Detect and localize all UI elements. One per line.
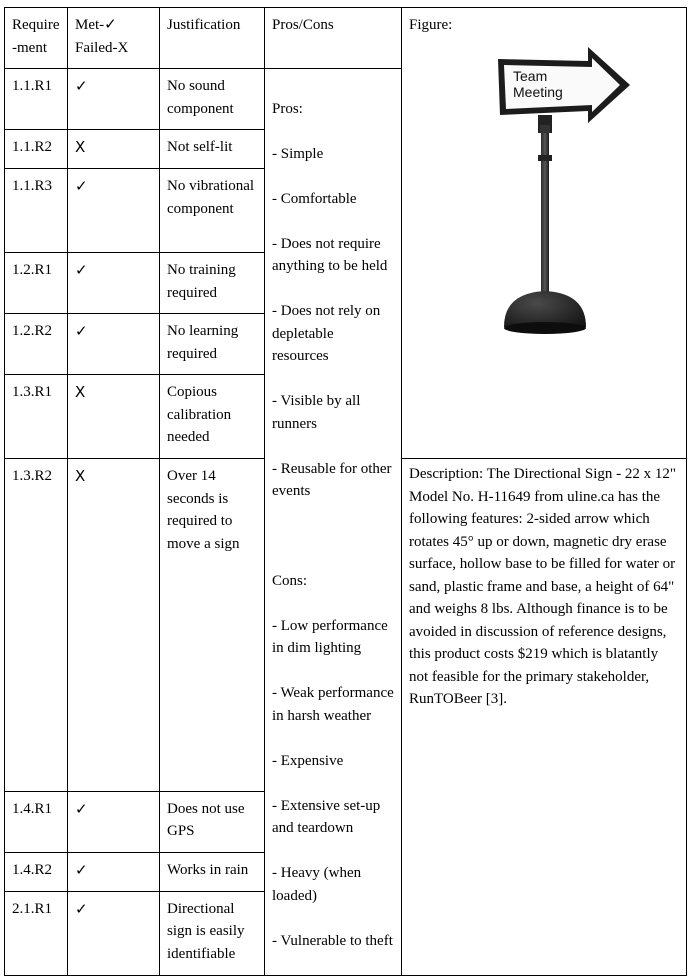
row-8-status: ✓ (68, 791, 160, 852)
row-8-justification: Does not use GPS (160, 791, 265, 852)
row-1-justification: No sound component (160, 69, 265, 130)
sign-text-line1: Team (513, 68, 548, 84)
row-2-justification: Not self-lit (160, 130, 265, 169)
row-2-req: 1.1.R2 (5, 130, 68, 169)
cons-item-5: - Heavy (when loaded) (272, 865, 362, 904)
row-1-status: ✓ (68, 69, 160, 130)
row-6-status: X (68, 375, 160, 459)
row-9-justification: Works in rain (160, 852, 265, 891)
pros-item-1: - Simple (272, 145, 324, 162)
pros-item-2: - Comfortable (272, 190, 357, 207)
pros-item-6: - Reusable for other events (272, 460, 392, 499)
pros-item-3: - Does not require anything to be held (272, 235, 388, 274)
row-10-justification: Directional sign is easily identifiable (160, 891, 265, 975)
description-cell: Description: The Directional Sign - 22 x 12" Model No. H-11649 from uline.ca has the following features: 2-sided arrow which rotates 45° up or down, magnetic dry erase surface, hollow base to be filled for water or sand, plastic frame and base, a height of 64" and weighs 8 lbs. Although finance is to be avoided in discussion of reference designs, this product costs $219 which is blatantly not feasible for the primary stakeholder, RunTOBeer [3]. (402, 459, 687, 976)
row-3-req: 1.1.R3 (5, 169, 68, 253)
header-pros-cons: Pros/Cons (265, 8, 402, 69)
pros-item-4: - Does not rely on depletable resources (272, 303, 381, 364)
cons-item-6: - Vulnerable to theft (272, 932, 393, 949)
row-4-req: 1.2.R1 (5, 253, 68, 314)
cons-item-1: - Low performance in dim lighting (272, 617, 388, 656)
row-8-req: 1.4.R1 (5, 791, 68, 852)
header-justification: Justification (160, 8, 265, 69)
row-4-justification: No training required (160, 253, 265, 314)
row-7-status: X (68, 459, 160, 792)
row-6-justification: Copious calibration needed (160, 375, 265, 459)
row-3-status: ✓ (68, 169, 160, 253)
cons-item-2: - Weak performance in harsh weather (272, 685, 394, 724)
row-5-justification: No learning required (160, 314, 265, 375)
directional-sign-image (480, 45, 640, 345)
row-5-req: 1.2.R2 (5, 314, 68, 375)
row-2-status: X (68, 130, 160, 169)
pros-cons-cell (265, 69, 402, 976)
pros-item-5: - Visible by all runners (272, 393, 361, 432)
row-4-status: ✓ (68, 253, 160, 314)
row-9-req: 1.4.R2 (5, 852, 68, 891)
row-7-req: 1.3.R2 (5, 459, 68, 792)
header-requirement: Require -ment (5, 8, 68, 69)
header-figure: Figure: (402, 8, 687, 459)
row-1-req: 1.1.R1 (5, 69, 68, 130)
cons-item-4: - Extensive set-up and teardown (272, 797, 381, 836)
pros-label: Pros: (272, 100, 303, 117)
cons-item-3: - Expensive (272, 752, 344, 769)
row-10-req: 2.1.R1 (5, 891, 68, 975)
row-5-status: ✓ (68, 314, 160, 375)
header-met-failed: Met-✓ Failed-X (68, 8, 160, 69)
row-9-status: ✓ (68, 852, 160, 891)
row-6-req: 1.3.R1 (5, 375, 68, 459)
row-10-status: ✓ (68, 891, 160, 975)
cons-label: Cons: (272, 572, 308, 589)
row-7-justification: Over 14 seconds is required to move a sign (160, 459, 265, 792)
sign-text-line2: Meeting (513, 84, 563, 100)
row-3-justification: No vibrational component (160, 169, 265, 253)
